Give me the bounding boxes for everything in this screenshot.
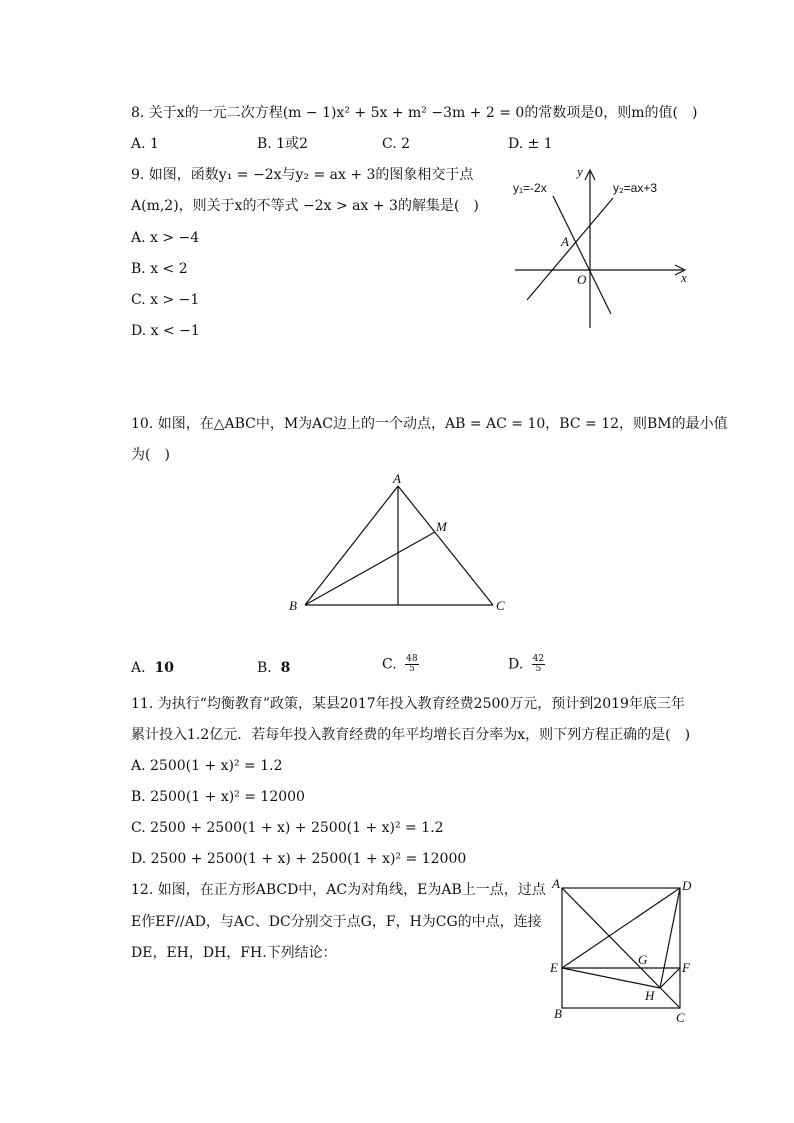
q10-option-d-numerator: 42: [532, 654, 545, 664]
q12-label-b: B: [554, 1006, 562, 1021]
q10-option-b-letter: B.: [257, 660, 272, 676]
q12-label-a: A: [552, 876, 560, 891]
q10-label-b: B: [289, 598, 297, 613]
q12-stem-line1: 12. 如图，在正方形ABCD中，AC为对角线，E为AB上一点，过点: [131, 882, 546, 898]
q10-option-d: [508, 655, 545, 674]
q11-option-a: A. 2500(1 + x)² = 1.2: [131, 758, 283, 774]
q11-option-b: B. 2500(1 + x)² = 12000: [131, 789, 305, 805]
q10-option-c-numerator: 48: [406, 654, 418, 664]
q8-option-a: A. 1: [131, 136, 159, 152]
q12-label-g: G: [638, 952, 648, 967]
q12-diagonal-ac: [562, 888, 680, 1008]
q12-label-h: H: [645, 988, 655, 1003]
q10-option-a: [131, 659, 174, 677]
q9-line-y1: [553, 196, 611, 314]
q10-option-b: [257, 659, 290, 677]
q12-stem-line2: E作EF//AD，与AC、DC分别交于点G，F，H为CG的中点，连接: [131, 914, 542, 930]
q12-label-e: E: [550, 960, 558, 975]
q11-stem-line2: 累计投入1.2亿元．若每年投入教育经费的年平均增长百分率为x，则下列方程正确的是( ): [131, 727, 691, 743]
q12-segment-dh: [660, 888, 680, 988]
q9-stem-line1: 9. 如图，函数y₁ = −2x与y₂ = ax + 3的图象相交于点: [131, 167, 474, 183]
q10-option-b-value: 8: [280, 660, 291, 676]
q10-option-d-denominator: 5: [535, 664, 542, 674]
q9-line-y2: [527, 198, 613, 300]
q10-option-a-letter: A.: [131, 660, 146, 676]
q9-option-a: A. x > −4: [131, 230, 200, 246]
q12-label-f: F: [682, 960, 690, 975]
q12-label-c: C: [676, 1010, 685, 1025]
q8-stem: 8. 关于x的一元二次方程(m − 1)x² + 5x + m² −3m + 2 = 0的常数项是0，则m的值( ): [131, 105, 698, 121]
q8-option-b: B. 1或2: [257, 136, 309, 152]
q9-label-point-a: A: [561, 234, 569, 249]
q10-triangle-figure: [285, 470, 525, 620]
q12-segment-eh: [562, 968, 660, 988]
q12-square-figure: [548, 878, 728, 1028]
q8-option-c: C. 2: [382, 136, 411, 152]
q10-option-c-letter: C.: [382, 656, 397, 673]
q9-label-y2: y₂=ax+3: [613, 181, 658, 195]
q11-option-d: D. 2500 + 2500(1 + x) + 2500(1 + x)² = 12000: [131, 851, 467, 867]
q10-side-ac: [398, 486, 493, 605]
q12-stem-line3: DE，EH，DH，FH.下列结论：: [131, 945, 337, 961]
q10-option-c-fraction: [405, 655, 418, 674]
q9-option-d: D. x < −1: [131, 323, 200, 339]
q11-stem-line1: 11. 为执行“均衡教育”政策，某县2017年投入教育经费2500万元，预计到2019年底三年: [131, 696, 685, 712]
q12-segment-de: [562, 888, 680, 968]
q8-option-d: D. ± 1: [508, 136, 553, 152]
q10-option-d-fraction: [532, 655, 545, 674]
q9-option-c: C. x > −1: [131, 292, 200, 308]
q10-label-c: C: [496, 598, 505, 613]
q12-label-d: D: [682, 878, 692, 893]
q10-stem-line1: 10. 如图，在△ABC中，M为AC边上的一个动点，AB = AC = 10，BC = 12，则BM的最小值: [131, 416, 728, 432]
q9-label-y: y: [577, 164, 583, 179]
q10-label-a: A: [393, 471, 401, 486]
q10-option-c: [382, 655, 419, 674]
q10-stem-line2: 为( ): [131, 447, 170, 463]
q9-label-origin: O: [577, 272, 587, 287]
q9-option-b: B. x < 2: [131, 261, 188, 277]
q9-label-x: x: [681, 270, 687, 285]
q10-option-a-value: 10: [154, 660, 174, 676]
q9-function-graph: [505, 158, 705, 338]
q9-stem-line2: A(m,2)，则关于x的不等式 −2x > ax + 3的解集是( ): [131, 198, 479, 214]
q10-label-m: M: [436, 519, 447, 534]
q11-option-c: C. 2500 + 2500(1 + x) + 2500(1 + x)² = 1.2: [131, 820, 444, 836]
q9-label-y1: y₁=-2x: [513, 181, 547, 195]
q10-option-d-letter: D.: [508, 656, 524, 673]
q10-segment-bm: [305, 532, 435, 605]
q10-option-c-denominator: 5: [408, 664, 415, 674]
q10-side-ab: [305, 486, 398, 605]
